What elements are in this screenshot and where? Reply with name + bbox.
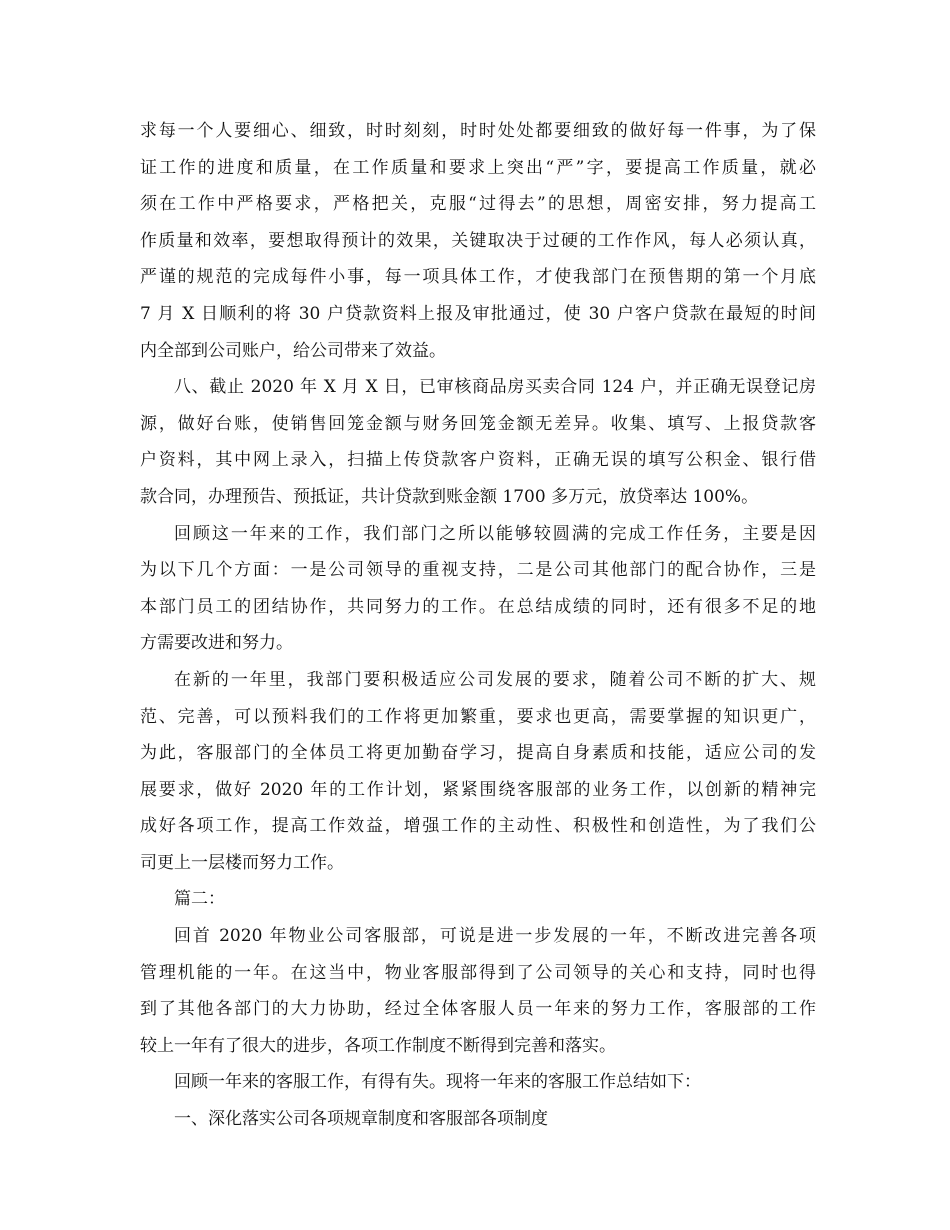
- paragraph: [140, 1064, 816, 1101]
- document-body: [140, 113, 816, 1138]
- text-line: 司更上一层楼而努力工作。: [140, 852, 344, 873]
- paragraph: [140, 918, 816, 1064]
- text-line: 八、截止 2020 年 X 月 X 日，已审核商品房买卖合同 124 户，并正确无误登记房: [174, 377, 816, 398]
- text-line: 到了其他各部门的大力协助，经过全体客服人员一年来的努力工作，客服部的工作: [140, 999, 816, 1020]
- text-line: 展要求，做好 2020 年的工作计划，紧紧围绕客服部的业务工作，以创新的精神完: [140, 779, 816, 800]
- text-line: 管理机能的一年。在这当中，物业客服部得到了公司领导的关心和支持，同时也得: [140, 962, 816, 983]
- text-line: 范、完善，可以预料我们的工作将更加繁重，要求也更高，需要掌握的知识更广，: [140, 706, 816, 727]
- text-line: 7 月 X 日顺利的将 30 户贷款资料上报及审批通过，使 30 户客户贷款在最短的时间: [140, 303, 816, 324]
- text-line: 作质量和效率，要想取得预计的效果，关键取决于过硬的工作作风，每人必须认真，: [140, 230, 816, 251]
- text-line: 款合同，办理预告、预抵证，共计贷款到账金额 1700 多万元，放贷率达 100%。: [140, 486, 759, 507]
- text-line: 证工作的进度和质量，在工作质量和要求上突出“严”字，要提高工作质量，就必: [140, 157, 816, 178]
- paragraph: [140, 516, 816, 662]
- text-line: 在新的一年里，我部门要积极适应公司发展的要求，随着公司不断的扩大、规: [174, 669, 816, 690]
- text-line: 回顾这一年来的工作，我们部门之所以能够较圆满的完成工作任务，主要是因: [174, 523, 816, 544]
- text-line: 求每一个人要细心、细致，时时刻刻，时时处处都要细致的做好每一件事，为了保: [140, 121, 816, 141]
- paragraph: [140, 1101, 816, 1138]
- text-line: 严谨的规范的完成每件小事，每一项具体工作，才使我部门在预售期的第一个月底: [140, 267, 816, 288]
- text-line: 回顾一年来的客服工作，有得有失。现将一年来的客服工作总结如下：: [174, 1072, 701, 1093]
- text-line: 一、深化落实公司各项规章制度和客服部各项制度: [174, 1109, 548, 1130]
- paragraph: [140, 113, 816, 369]
- text-line: 为以下几个方面：一是公司领导的重视支持，二是公司其他部门的配合协作，三是: [140, 560, 816, 581]
- text-line: 成好各项工作，提高工作效益，增强工作的主动性、积极性和创造性，为了我们公: [140, 816, 816, 837]
- text-line: 方需要改进和努力。: [140, 633, 293, 654]
- text-line: 为此，客服部门的全体员工将更加勤奋学习，提高自身素质和技能，适应公司的发: [140, 743, 816, 764]
- text-line: 较上一年有了很大的进步，各项工作制度不断得到完善和落实。: [140, 1035, 616, 1056]
- paragraph: [140, 662, 816, 882]
- text-line: 本部门员工的团结协作，共同努力的工作。在总结成绩的同时，还有很多不足的地: [140, 596, 816, 617]
- text-line: 回首 2020 年物业公司客服部，可说是进一步发展的一年，不断改进完善各项: [174, 926, 816, 947]
- paragraph: [140, 881, 816, 918]
- text-line: 须在工作中严格要求，严格把关，克服“过得去”的思想，周密安排，努力提高工: [140, 194, 816, 215]
- text-line: 户资料，其中网上录入，扫描上传贷款客户资料，正确无误的填写公积金、银行借: [140, 450, 816, 471]
- text-line: 内全部到公司账户，给公司带来了效益。: [140, 340, 446, 361]
- paragraph: [140, 369, 816, 515]
- text-line: 源，做好台账，使销售回笼金额与财务回笼金额无差异。收集、填写、上报贷款客: [140, 413, 816, 434]
- text-line: 篇二：: [174, 889, 225, 910]
